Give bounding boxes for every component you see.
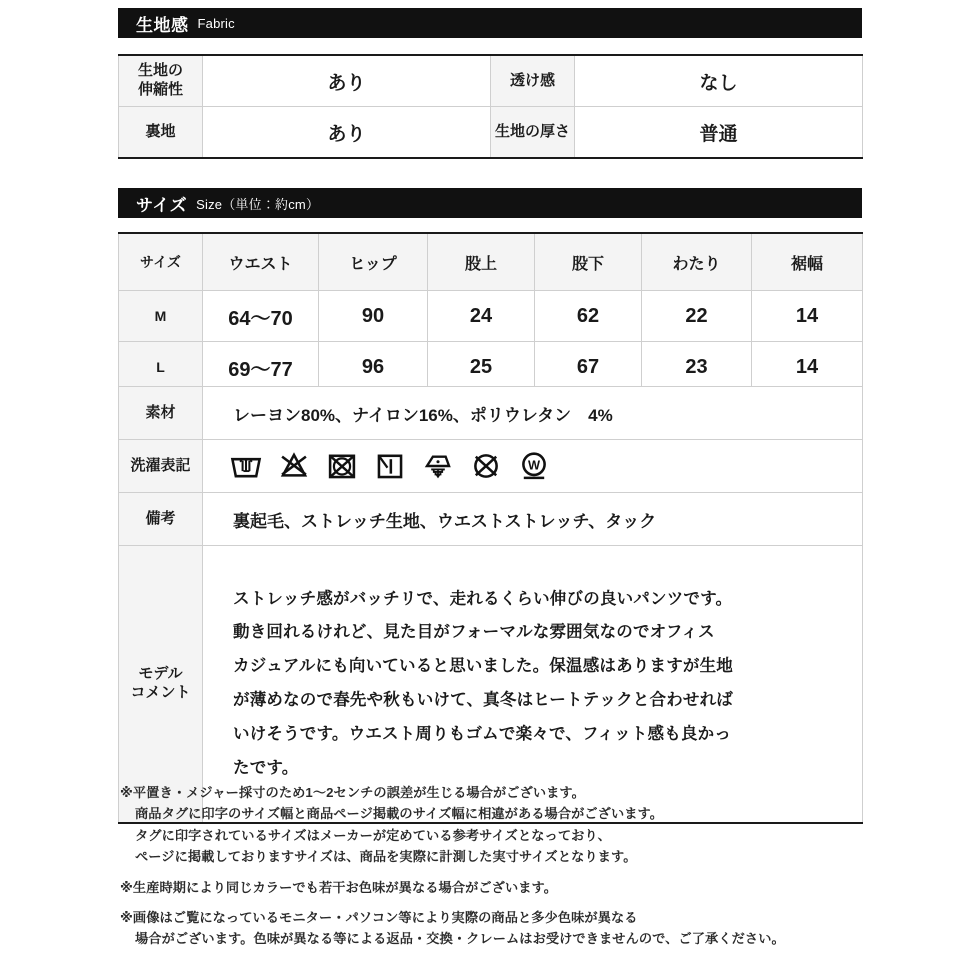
size-row-m-thigh: 22 (642, 291, 752, 342)
size-row-m-hip: 90 (319, 291, 428, 342)
model-comment-line: が薄めなので春先や秋もいけて、真冬はヒートテックと合わせれば (233, 691, 734, 709)
size-row-l-inseam: 67 (535, 342, 642, 394)
size-col-header-thigh: わたり (642, 233, 752, 291)
footer-note-block-measurement (120, 782, 880, 868)
model-comment-line: カジュアルにも向いていると思いました。保温感はありますが生地 (233, 657, 734, 676)
size-row-l-hem: 14 (752, 342, 863, 394)
size-table (118, 232, 863, 394)
detail-label-model-comment-line2: コメント (130, 684, 191, 701)
footer-notes (120, 782, 880, 959)
iron-low-heat-with-cloth-icon (421, 449, 455, 483)
table-row (119, 107, 863, 159)
footer-note-line: ※平置き・メジャー採寸のため1〜2センチの誤差が生じる場合がございます。 (120, 785, 585, 800)
fabric-label-lining: 裏地 (119, 107, 203, 159)
size-row-l-waist: 69〜77 (203, 342, 319, 394)
footer-note-line: ページに掲載しておりますサイズは、商品を実際に計測した実寸サイズとなります。 (135, 849, 637, 865)
model-comment-line: 動き回れるけれど、見た目がフォーマルな雰囲気なのでオフィス (233, 623, 715, 642)
do-not-bleach-icon (277, 449, 311, 483)
size-col-header-size: サイズ (119, 233, 203, 291)
detail-value-care (203, 440, 863, 493)
model-comment-line: ストレッチ感がバッチリで、走れるくらい伸びの良いパンツです。 (233, 589, 733, 608)
size-row-m-inseam: 62 (535, 291, 642, 342)
model-comment-line: いけそうです。ウエスト周りもゴムで楽々で、フィット感も良かっ (233, 724, 732, 743)
size-row-m-rise: 24 (428, 291, 535, 342)
fabric-label-stretch (119, 55, 203, 107)
section-header-size-jp: サイズ (136, 195, 188, 215)
size-table-header-row (119, 233, 863, 291)
table-row (119, 55, 863, 107)
section-header-fabric (118, 8, 862, 38)
detail-table (118, 386, 863, 824)
size-row-l-thigh: 23 (642, 342, 752, 394)
fabric-value-sheerness: なし (575, 55, 863, 107)
detail-value-material: レーヨン80%、ナイロン16%、ポリウレタン 4% (203, 387, 863, 440)
fabric-value-lining: あり (203, 107, 491, 159)
care-symbol-row (203, 449, 862, 483)
size-col-header-hem: 裾幅 (752, 233, 863, 291)
size-col-header-inseam: 股下 (535, 233, 642, 291)
section-header-size-en: Size（単位：約cm） (196, 196, 320, 212)
detail-value-remarks: 裏起毛、ストレッチ生地、ウエストストレッチ、タック (203, 493, 863, 546)
wet-clean-icon (517, 449, 551, 483)
size-col-header-hip: ヒップ (319, 233, 428, 291)
fabric-label-stretch-line1: 生地の (137, 62, 183, 80)
table-row-care (119, 440, 863, 493)
size-row-m-hem: 14 (752, 291, 863, 342)
size-row-m-label: M (119, 291, 203, 342)
section-header-size (118, 188, 862, 218)
section-header-fabric-jp: 生地感 (136, 15, 189, 35)
drip-dry-in-shade-icon (373, 449, 407, 483)
size-col-header-waist: ウエスト (203, 233, 319, 291)
fabric-label-sheerness: 透け感 (491, 55, 575, 107)
svg-text:W: W (527, 457, 541, 473)
table-row-material (119, 387, 863, 440)
footer-note-block-color-variation (120, 877, 880, 898)
size-col-header-rise: 股上 (428, 233, 535, 291)
footer-note-line: タグに印字されているサイズはメーカーが定めている参考サイズとなっており、 (135, 827, 611, 843)
footer-note-line: 商品タグに印字のサイズ幅と商品ページ掲載のサイズ幅に相違がある場合がございます。 (135, 806, 664, 822)
footer-note-block-monitor-color (120, 907, 880, 950)
fabric-value-thickness: 普通 (575, 107, 863, 159)
fabric-value-stretch: あり (203, 55, 491, 107)
model-comment-line: たです。 (233, 758, 299, 777)
footer-note-line: 場合がございます。色味が異なる等による返品・交換・クレームはお受けできませんので、ご了承ください。 (135, 931, 785, 947)
fabric-label-thickness: 生地の厚さ (491, 107, 575, 159)
size-row-l-label: L (119, 342, 203, 394)
detail-label-material: 素材 (119, 387, 203, 440)
do-not-tumble-dry-icon (325, 449, 359, 483)
section-header-fabric-en: Fabric (197, 15, 235, 31)
size-row-l-rise: 25 (428, 342, 535, 394)
detail-label-model-comment-line1: モデル (138, 665, 183, 683)
detail-label-remarks: 備考 (119, 493, 203, 546)
hand-wash-icon (229, 449, 263, 483)
size-row-m-waist: 64〜70 (203, 291, 319, 342)
footer-note-line: ※生産時期により同じカラーでも若干お色味が異なる場合がございます。 (120, 879, 558, 895)
do-not-dry-clean-icon (469, 449, 503, 483)
fabric-table (118, 54, 863, 159)
fabric-label-stretch-line2: 伸縮性 (137, 81, 183, 98)
table-row (119, 291, 863, 342)
footer-note-line: ※画像はご覧になっているモニター・パソコン等により実際の商品と多少色味が異なる (120, 909, 638, 925)
detail-label-care: 洗濯表記 (119, 440, 203, 493)
size-row-l-hip: 96 (319, 342, 428, 394)
table-row-remarks (119, 493, 863, 546)
